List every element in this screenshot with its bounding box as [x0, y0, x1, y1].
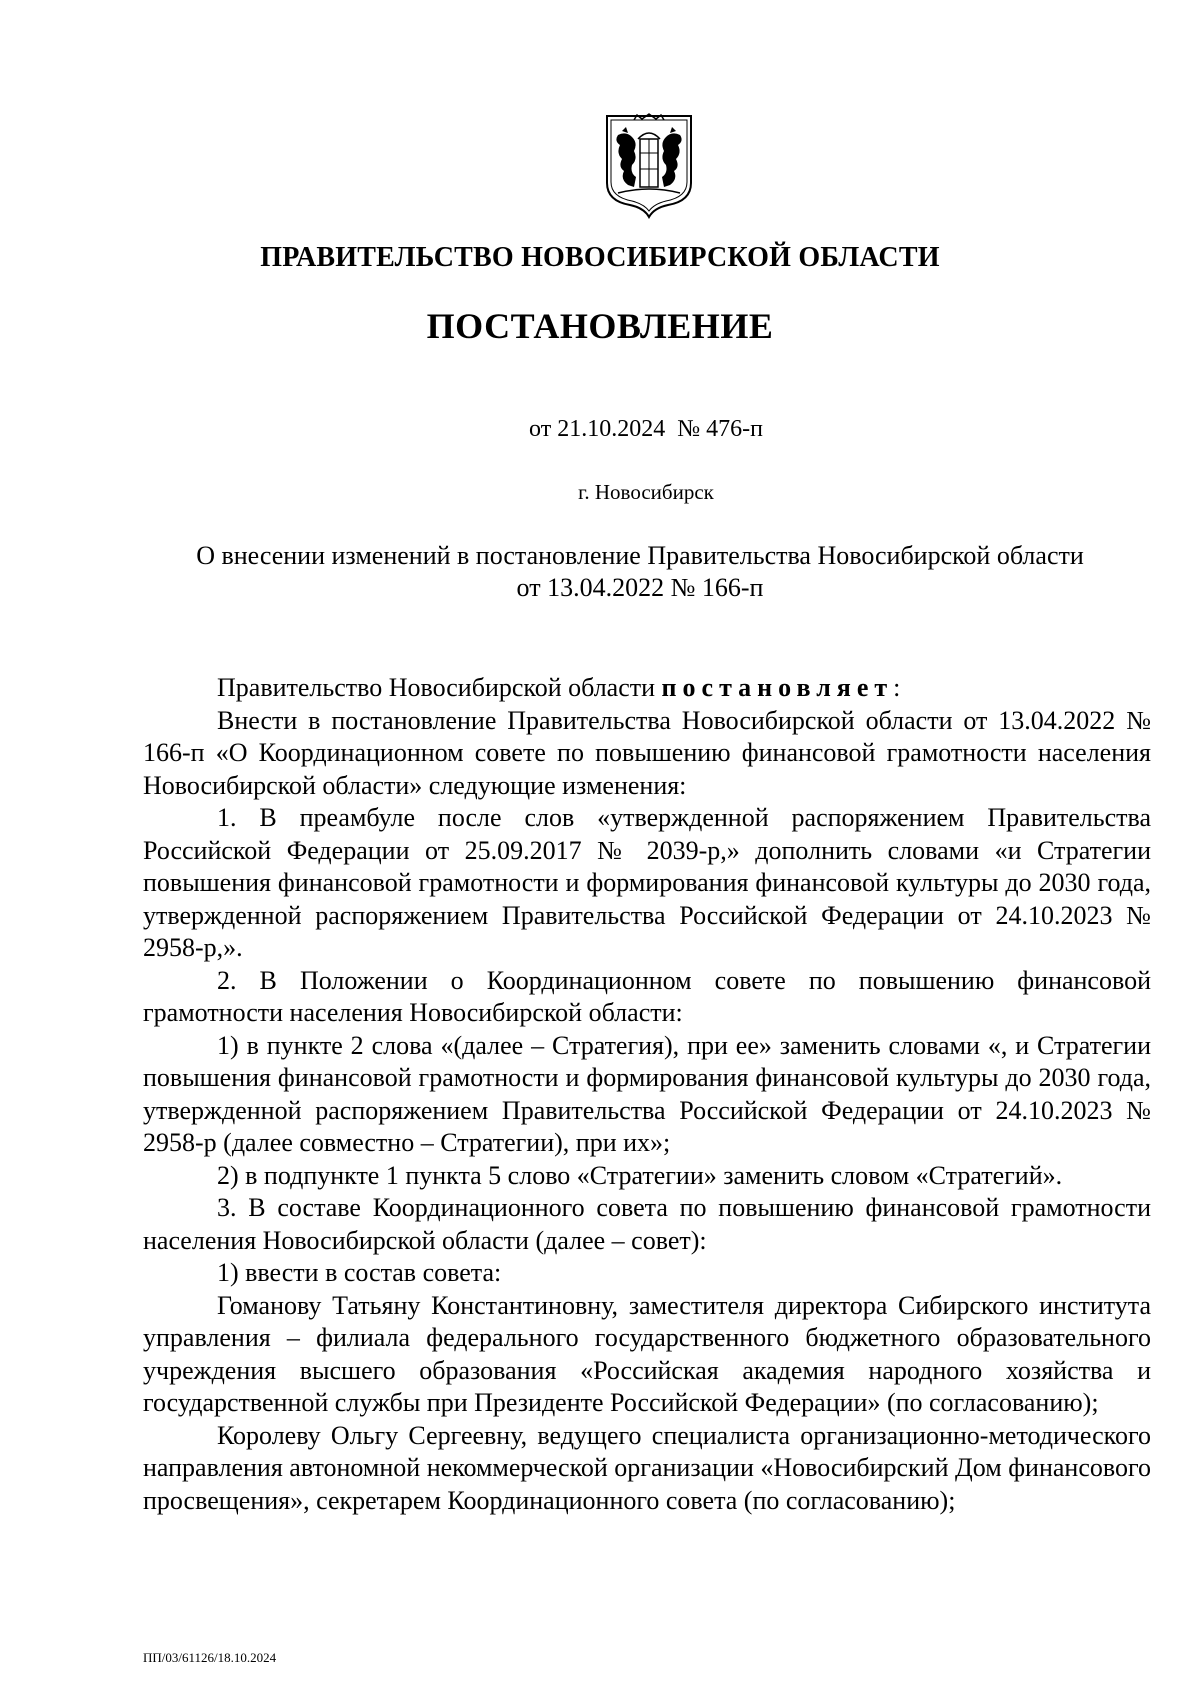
item-3-paragraph: 3. В составе Координационного совета по повышению финансовой грамотности населения Новосибирской области (далее – совет):: [143, 1193, 1151, 1255]
document-type-title: ПОСТАНОВЛЕНИЕ: [426, 306, 774, 346]
document-body: [143, 672, 1151, 1517]
intro-prefix: Правительство Новосибирской области: [217, 673, 662, 702]
item-2-paragraph: 2. В Положении о Координационном совете по повышению финансовой грамотности населения Новосибирской области:: [143, 965, 1151, 1027]
amend-paragraph: Внести в постановление Правительства Новосибирской области от 13.04.2022 № 166-п «О Координационном совете по повышению финансовой грамотности населения Новосибирской области» следующие изменения:: [143, 705, 1151, 800]
item-2-2-paragraph: 2) в подпункте 1 пункта 5 слово «Стратегии» заменить словом «Стратегий».: [217, 1160, 1063, 1190]
item-1-paragraph: 1. В преамбуле после слов «утвержденной распоряжением Правительства Российской Федерации от 25.09.2017 № 2039-р,» дополнить словами «и Стратегии повышения финансовой грамотности и формирования финансовой культуры до 2030 года, утвержденной распоряжением Правительства Российской Федерации от 24.10.2023 № 2958-р,».: [143, 803, 1151, 962]
footer-code: ПП/03/61126/18.10.2024: [143, 1650, 277, 1665]
document-date: от 21.10.2024: [529, 416, 666, 442]
intro-paragraph: [143, 672, 1151, 705]
date-number-line: [0, 414, 1200, 444]
member-2-paragraph: Королеву Ольгу Сергеевну, ведущего специалиста организационно-методического направления автономной некоммерческой организации «Новосибирский Дом финансового просвещения», секретарем Координационного совета (по согласованию);: [143, 1420, 1151, 1515]
document-subject: [140, 540, 1140, 604]
member-1-paragraph: Гоманову Татьяну Константиновну, заместителя директора Сибирского института управления – филиала федерального государственного бюджетного образовательного учреждения высшего образования «Российская академия народного хозяйства и государственной службы при Президенте Российской Федерации» (по согласованию);: [143, 1290, 1151, 1417]
item-2-1-paragraph: 1) в пункте 2 слова «(далее – Стратегия), при ее» заменить словами «, и Стратегии повышения финансовой грамотности и формирования финансовой культуры до 2030 года, утвержденной распоряжением Правительства Российской Федерации от 24.10.2023 № 2958-р (далее совместно – Стратегии), при их»;: [143, 1030, 1151, 1157]
coat-of-arms-icon: [604, 113, 694, 219]
subject-line-1: О внесении изменений в постановление Правительства Новосибирской области: [196, 541, 1084, 570]
government-title: ПРАВИТЕЛЬСТВО НОВОСИБИРСКОЙ ОБЛАСТИ: [260, 242, 940, 273]
subject-line-2: от 13.04.2022 № 166-п: [516, 573, 764, 602]
document-number: № 476-п: [677, 416, 763, 442]
item-3-1-paragraph: 1) ввести в состав совета:: [217, 1258, 502, 1287]
intro-suffix: :: [893, 673, 901, 702]
intro-keyword: постановляет: [661, 673, 894, 702]
city-line: г. Новосибирск: [578, 480, 714, 504]
